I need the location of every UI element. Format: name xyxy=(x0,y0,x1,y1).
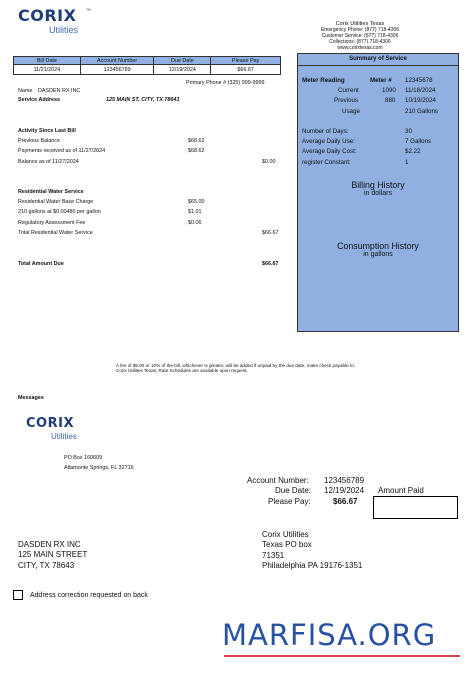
current-label: Current xyxy=(338,87,359,94)
register-value: 1 xyxy=(405,159,409,166)
summary-panel xyxy=(297,53,459,332)
watermark-underline xyxy=(224,655,460,657)
td-account: 123456789 xyxy=(80,65,154,75)
mail-to-line3: CITY, TX 78643 xyxy=(18,561,75,570)
activity-row-label: Payments received as of 11/27/2024 xyxy=(18,148,106,154)
payee-line1: Corix Utilities xyxy=(262,530,309,539)
td-bill-date: 11/21/2024 xyxy=(14,65,81,75)
logo-sub: Utilities xyxy=(49,25,79,35)
corix-logo xyxy=(18,6,98,38)
residential-row-label: Residential Water Base Charge xyxy=(18,199,94,205)
coupon-account-value: 123456789 xyxy=(324,476,365,485)
th-bill-date: Bill Date xyxy=(14,57,81,65)
activity-row-amount: $68.62 xyxy=(188,138,205,144)
company-info xyxy=(290,21,430,51)
activity-row-amount: $68.62 xyxy=(188,148,205,154)
billing-history-title: Billing History xyxy=(351,180,405,190)
coupon-due-value: 12/19/2024 xyxy=(324,486,365,495)
corix-logo-coupon xyxy=(26,416,86,442)
td-please-pay: $66.67 xyxy=(211,65,281,75)
total-due-value: $66.67 xyxy=(262,261,279,267)
avg-use-value: 7 Gallons xyxy=(405,138,432,145)
name-label: Name xyxy=(18,88,33,94)
summary-title: Summary of Service xyxy=(349,56,407,62)
activity-title: Activity Since Last Bill xyxy=(18,128,76,134)
current-date: 11/18/2024 xyxy=(405,87,436,94)
address-correction-label: Address correction requested on back xyxy=(30,592,148,599)
avg-use-label: Average Daily Use: xyxy=(302,138,355,145)
address-correction-checkbox[interactable] xyxy=(13,590,23,600)
company-name: Corix Utilities Texas xyxy=(335,21,385,27)
late-fee-disclaimer: A fee of $5.00 or 10% of the bill, whichever is greater, will be added if unpaid by the due date; make check payable to: Corix Utilities Texas; Rate Schedules are available upon request. xyxy=(116,363,356,374)
mail-to-line1: DASDEN RX INC xyxy=(18,540,81,549)
amount-paid-input[interactable] xyxy=(373,496,458,519)
residential-row-amount: $65.00 xyxy=(188,199,205,205)
remit-line1: PO Box 160609 xyxy=(64,455,103,461)
bill-summary-table xyxy=(13,56,281,75)
company-website: www.corixtexas.com xyxy=(337,45,383,51)
previous-value: 880 xyxy=(385,97,396,104)
messages-label: Messages xyxy=(18,395,44,401)
summary-title-underline xyxy=(298,65,458,66)
avg-cost-label: Average Daily Cost: xyxy=(302,148,357,155)
payee-line2: Texas PO box xyxy=(262,540,312,549)
th-due-date: Due Date xyxy=(154,57,211,65)
company-phone: Emergency Phone: (877) 718-4306 xyxy=(320,27,400,33)
primary-phone: Primary Phone # (325) 999-9999 xyxy=(186,80,265,86)
activity-row-label: Balance as of 11/27/2024 xyxy=(18,159,79,165)
company-cs: Customer Service: (877) 718-4306 xyxy=(321,33,399,39)
logo-text: CORIX xyxy=(18,6,77,25)
usage-value: 210 Gallons xyxy=(405,108,439,115)
residential-row-amount: $0.06 xyxy=(188,220,202,226)
consumption-history-title: Consumption History xyxy=(337,241,419,251)
days-label: Number of Days: xyxy=(302,128,349,135)
activity-row-total: $0.00 xyxy=(262,159,276,165)
residential-row-label: Regulatory Assessment Fee xyxy=(18,220,86,226)
usage-label: Usage xyxy=(342,108,360,115)
logo-tm: ™ xyxy=(86,8,91,14)
payee-line4: Philadelphia PA 19176-1351 xyxy=(262,561,363,570)
residential-row-label: 210 gallons at $0.00480 per gallon xyxy=(18,209,101,215)
remit-line2: Altamonte Springs, FL 32716 xyxy=(64,465,134,471)
residential-row-total: $66.67 xyxy=(262,230,279,236)
meter-num-label: Meter # xyxy=(370,77,392,84)
mail-to-line2: 125 MAIN STREET xyxy=(18,550,88,559)
coupon-please-pay-value: $66.67 xyxy=(333,497,358,506)
logo-text: CORIX xyxy=(26,416,74,431)
amount-paid-label: Amount Paid xyxy=(378,486,424,495)
service-address-label: Service Address xyxy=(18,97,61,103)
th-please-pay: Please Pay xyxy=(211,57,281,65)
previous-label: Previous xyxy=(334,97,359,104)
residential-title: Residential Water Service xyxy=(18,189,84,195)
th-account: Account Number xyxy=(80,57,154,65)
coupon-account-label: Account Number: xyxy=(247,476,309,485)
marfisa-watermark: MARFISA.ORG xyxy=(222,618,437,652)
service-address: 125 MAIN ST, CITY, TX 78643 xyxy=(106,97,180,103)
previous-date: 10/19/2024 xyxy=(405,97,436,104)
meter-reading-label: Meter Reading xyxy=(302,77,345,84)
customer-name: DASDEN RX INC xyxy=(38,88,81,94)
payee-line3: 71351 xyxy=(262,551,285,560)
consumption-history-sub: in gallons xyxy=(363,251,393,258)
billing-history-sub: in dollars xyxy=(363,190,392,197)
residential-row-amount: $1.01 xyxy=(188,209,202,215)
total-due-label: Total Amount Due xyxy=(18,261,64,267)
residential-row-label: Total Residential Water Service xyxy=(18,230,93,236)
current-value: 1090 xyxy=(382,87,396,94)
activity-row-label: Previous Balance xyxy=(18,138,60,144)
company-collections: Collections: (877) 718-4306 xyxy=(329,39,391,45)
days-value: 30 xyxy=(405,128,412,135)
logo-sub: Utilities xyxy=(51,432,77,441)
bill-table-header xyxy=(14,57,281,65)
register-label: register Constant: xyxy=(302,159,351,166)
td-due-date: 12/19/2024 xyxy=(154,65,211,75)
bill-table-row xyxy=(14,65,281,75)
meter-num: 12345678 xyxy=(405,77,433,84)
avg-cost-value: $2.22 xyxy=(405,148,421,155)
coupon-please-pay-label: Please Pay: xyxy=(268,497,311,506)
coupon-due-label: Due Date: xyxy=(275,486,312,495)
